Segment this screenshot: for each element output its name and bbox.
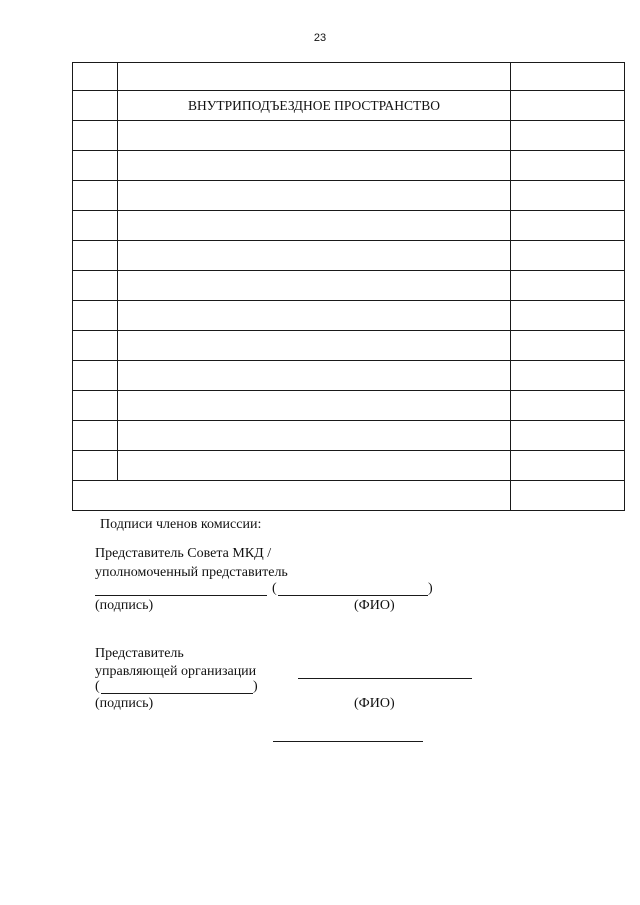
signatures-heading: Подписи членов комиссии:: [100, 517, 262, 532]
council-rep-name-caption: (ФИО): [354, 598, 395, 613]
management-rep-signature-caption: (подпись): [95, 696, 154, 711]
management-rep-name-line[interactable]: [101, 693, 253, 694]
management-rep-signature-line[interactable]: [298, 678, 472, 679]
management-rep-open-paren: (: [95, 679, 100, 694]
section-heading: ВНУТРИПОДЪЕЗДНОЕ ПРОСТРАНСТВО: [118, 91, 511, 121]
management-rep-title-line2: управляющей организации: [95, 664, 257, 679]
council-rep-open-paren: (: [272, 581, 277, 596]
council-rep-signature-caption: (подпись): [95, 598, 154, 613]
closing-separator-line: [273, 741, 423, 742]
management-rep-title-line1: Представитель: [95, 646, 184, 661]
management-rep-name-caption: (ФИО): [354, 696, 395, 711]
council-rep-name-line[interactable]: [278, 595, 428, 596]
council-rep-signature-line[interactable]: [95, 595, 267, 596]
management-rep-close-paren: ): [253, 679, 258, 694]
page-number: 23: [313, 32, 327, 44]
council-rep-title-line1: Представитель Совета МКД /: [95, 546, 272, 561]
council-rep-title-line2: уполномоченный представитель: [95, 565, 288, 580]
council-rep-close-paren: ): [428, 581, 433, 596]
